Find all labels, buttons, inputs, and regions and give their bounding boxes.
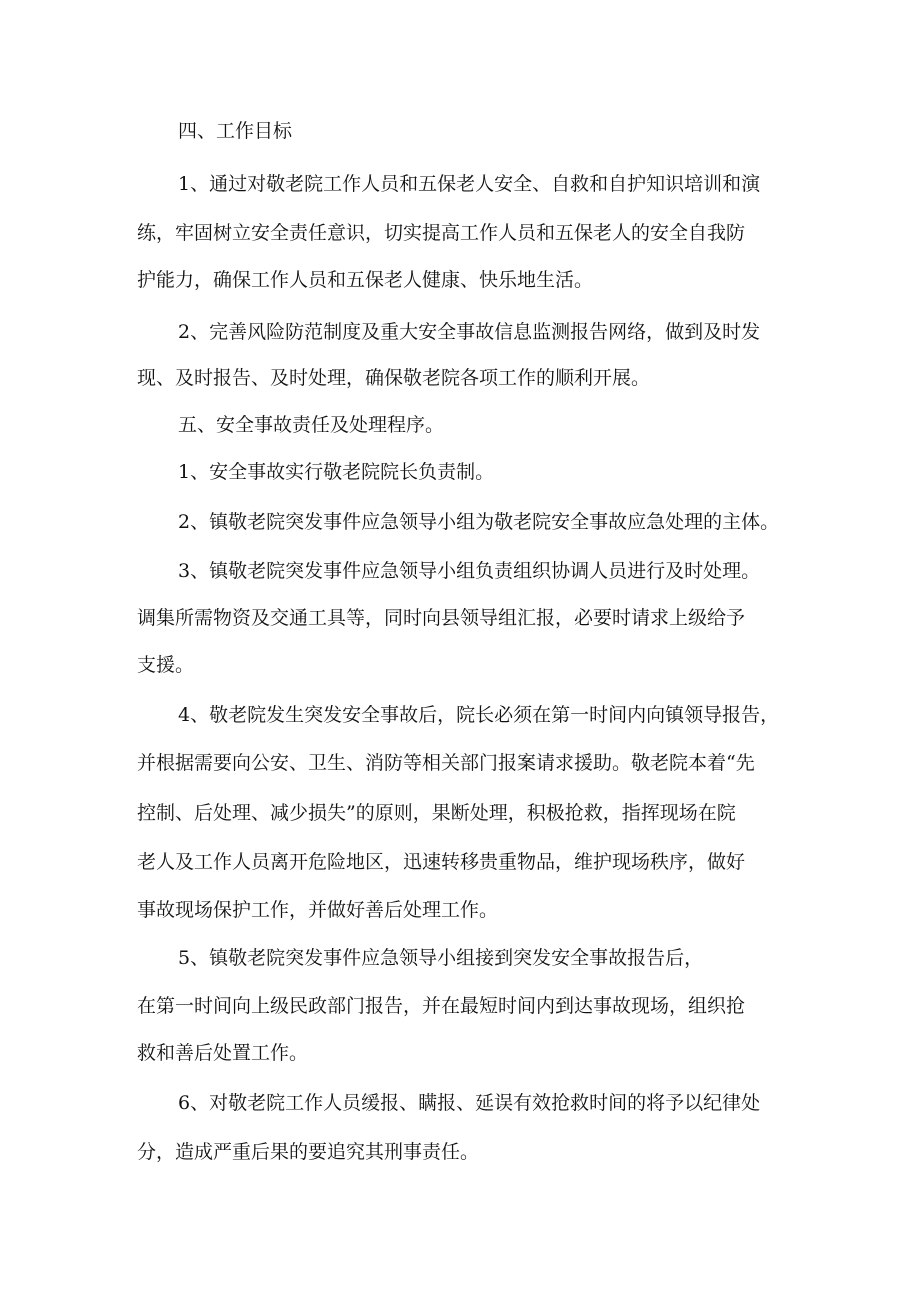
text-line: 1、通过对敬老院工作人员和五保老人安全、自救和自护知识培训和演	[178, 173, 761, 195]
text-line: 在第一时间向上级民政部门报告，并在最短时间内到达事故现场，组织抢	[137, 995, 746, 1017]
heading-accident-responsibility: 五、安全事故责任及处理程序。	[178, 414, 445, 436]
text-line: 并根据需要向公安、卫生、消防等相关部门报案请求援助。敬老院本着“先	[137, 752, 755, 774]
text-line: 现、及时报告、及时处理，确保敬老院各项工作的顺利开展。	[137, 367, 651, 389]
text-line: 调集所需物资及交通工具等，同时向县领导组汇报，必要时请求上级给予	[137, 607, 746, 629]
text-line: 救和善后处置工作。	[137, 1042, 309, 1064]
text-line: 5、镇敬老院突发事件应急领导小组接到突发安全事故报告后，	[178, 947, 704, 969]
text-line: 4、敬老院发生突发安全事故后，院长必须在第一时间内向镇领导报告，	[178, 704, 780, 726]
heading-work-goals: 四、工作目标	[178, 120, 293, 142]
text-line: 练，牢固树立安全责任意识，切实提高工作人员和五保老人的安全自我防	[137, 222, 746, 244]
text-line: 2、镇敬老院突发事件应急领导小组为敬老院安全事故应急处理的主体。	[178, 511, 780, 533]
text-line: 分，造成严重后果的要追究其刑事责任。	[137, 1141, 480, 1163]
text-line: 老人及工作人员离开危险地区，迅速转移贵重物品，维护现场秩序，做好	[137, 851, 746, 873]
text-line: 护能力，确保工作人员和五保老人健康、快乐地生活。	[137, 269, 594, 291]
text-line: 1、安全事故实行敬老院院长负责制。	[178, 461, 495, 483]
text-line: 事故现场保护工作，并做好善后处理工作。	[137, 899, 499, 921]
text-line: 2、完善风险防范制度及重大安全事故信息监测报告网络，做到及时发	[178, 321, 761, 343]
text-line: 6、对敬老院工作人员缓报、瞒报、延误有效抢救时间的将予以纪律处	[178, 1092, 761, 1114]
text-line: 3、镇敬老院突发事件应急领导小组负责组织协调人员进行及时处理。	[178, 560, 761, 582]
text-line: 控制、后处理、减少损失”的原则，果断处理，积极抢救，指挥现场在院	[137, 802, 736, 824]
text-line: 支援。	[137, 654, 195, 676]
